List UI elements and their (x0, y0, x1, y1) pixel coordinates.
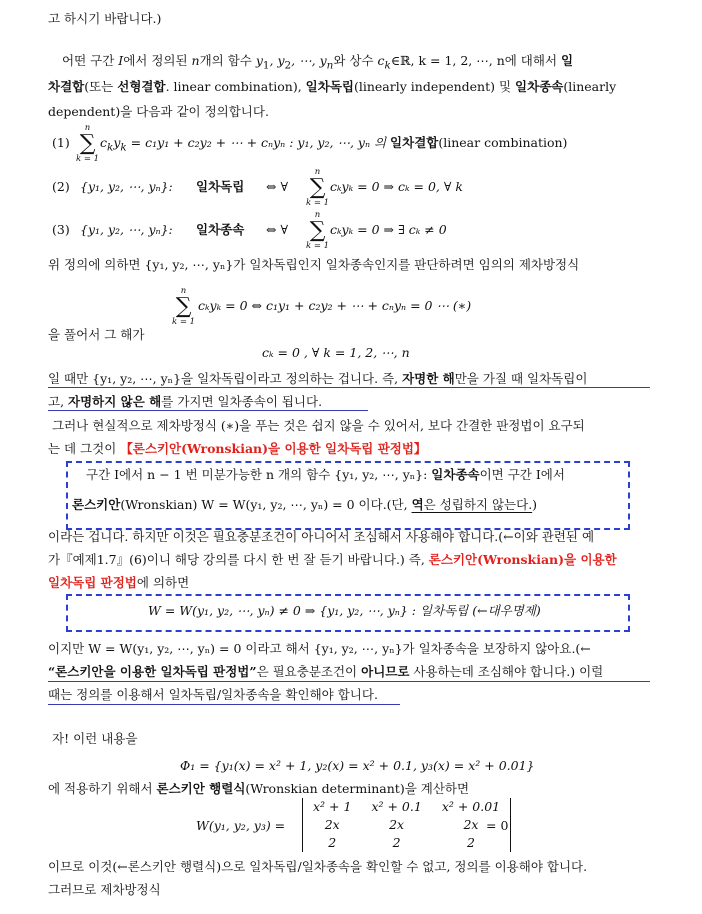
definition-number: (1) (52, 135, 70, 150)
function-set-equation: Φ₁ = {y₁(x) = x² + 1, y₂(x) = x² + 0.1, y₃(x) = x² + 0.01} (180, 758, 535, 773)
summation-symbol: n ∑ k = 1 (306, 167, 330, 208)
paragraph-line: 을 풀어서 그 해가 (48, 327, 145, 342)
definition-equation: cₖyₖ = 0 ⇒ ∃ cₖ ≠ 0 (330, 222, 447, 237)
matrix-cell: 2x (463, 817, 479, 832)
paragraph-line: 가『예제1.7』(6)이니 해당 강의를 다시 한 번 잘 듣기 바랍니다.) 즉, 론스키안(Wronskian)을 이용한 (48, 552, 617, 567)
paragraph-line: 어떤 구간 I에서 정의된 n개의 함수 $y_1$, $y_2$, ⋯, $y_n$와 상수 $c_k\in ℝ$, k = 1, 2, ⋯, n에 대해서 일 (62, 53, 574, 72)
summation-symbol: n ∑ k = 1 (172, 286, 196, 327)
underline-rule (48, 410, 368, 411)
paragraph-line: 위 정의에 의하면 {y₁, y₂, ⋯, yₙ}가 일차독립인지 일차종속인지를 판단하려면 임의의 제차방정식 (48, 257, 580, 272)
definition-set: {y₁, y₂, ⋯, yₙ}: (80, 222, 173, 237)
paragraph-line: 그러므로 제차방정식 (48, 882, 161, 897)
matrix-cell: 2 (392, 835, 401, 850)
matrix-cell: x² + 0.1 (371, 799, 422, 814)
definition-line: $c_ky_k = c_1y_1 + c_2y_2$ + ⋯ + cₙyₙ : y₁, y₂, ⋯, yₙ 의 일차결합(linear combination) (100, 135, 568, 154)
contrapositive-statement: W = W(y₁, y₂, ⋯, yₙ) ≠ 0 ⇒ {y₁, y₂, ⋯, yₙ} : 일차독립 (←대우명제) (148, 603, 541, 618)
paragraph-line: 차결합(또는 선형결합. linear combination), 일차독립(linearly independent) 및 일차종속(linearly (48, 79, 617, 94)
paragraph-line: 때는 정의를 이용해서 일차독립/일차종속을 확인해야 합니다. (48, 687, 378, 702)
definition-equation: cₖyₖ = 0 ⇒ cₖ = 0, ∀ k (330, 179, 463, 194)
definition-arrow: ⇔ ∀ (266, 222, 288, 237)
paragraph-line: 그러나 현실적으로 제차방정식 (∗)을 푸는 것은 쉽지 않을 수 있어서, 보다 간결한 판정법이 요구되 (52, 418, 585, 433)
paragraph-line: 이라는 겁니다. 하지만 이것은 필요충분조건이 아니어서 조심해서 사용해야 합니다.(←이와 관련된 예 (48, 529, 595, 544)
matrix-cell: 2 (467, 835, 475, 850)
text-line: 고 하시기 바랍니다.) (48, 11, 162, 26)
paragraph-line: 일차독립 판정법에 의하면 (48, 575, 190, 590)
wronskian-lhs: W(y₁, y₂, y₃) = (196, 818, 286, 833)
matrix-cell: 2x (389, 817, 405, 832)
matrix-cell: 2x (324, 817, 340, 832)
paragraph-line: dependent)을 다음과 같이 정의합니다. (48, 104, 269, 119)
underline-rule (48, 387, 650, 388)
theorem-line: 론스키안(Wronskian) W = W(y₁, y₂, ⋯, yₙ) = 0 이다.(단, 역은 성립하지 않는다.) (72, 497, 538, 512)
matrix-cell: 2 (328, 835, 337, 850)
underline-rule (48, 704, 400, 705)
homogeneous-equation: cₖyₖ = 0 ⇔ c₁y₁ + c₂y₂ + ⋯ + cₙyₙ = 0 ⋯ (∗) (198, 298, 472, 313)
paragraph-line: 고, 자명하지 않은 해를 가지면 일차종속이 됩니다. (48, 394, 323, 409)
wronskian-determinant (302, 798, 511, 852)
theorem-line: 구간 I에서 n − 1 번 미분가능한 n 개의 함수 {y₁, y₂, ⋯, yₙ}: 일차종속이면 구간 I에서 (86, 467, 565, 482)
definition-number: (3) (52, 222, 70, 237)
paragraph-line: 는 데 그것이 【론스키안(Wronskian)을 이용한 일차독립 판정법】 (48, 441, 427, 456)
definition-arrow: ⇔ ∀ (266, 179, 288, 194)
summation-symbol: n ∑ k = 1 (76, 123, 100, 164)
trivial-solution-equation: cₖ = 0 , ∀ k = 1, 2, ⋯, n (262, 345, 410, 360)
definition-set: {y₁, y₂, ⋯, yₙ}: (80, 179, 173, 194)
paragraph-line: 이지만 W = W(y₁, y₂, ⋯, yₙ) = 0 이라고 해서 {y₁, y₂, ⋯, yₙ}가 일차종속을 보장하지 않아요.(← (48, 641, 591, 656)
definition-number: (2) (52, 179, 70, 194)
underline-rule (48, 681, 650, 682)
summation-symbol: n ∑ k = 1 (306, 210, 330, 251)
wronskian-rhs: = 0 (486, 818, 509, 833)
definition-term: 일차종속 (196, 222, 245, 237)
paragraph-line: 이므로 이것(←론스키안 행렬식)으로 일차독립/일차종속을 확인할 수 없고, 정의를 이용해야 합니다. (48, 859, 588, 874)
matrix-cell: x² + 1 (313, 799, 352, 814)
paragraph-line: 에 적용하기 위해서 론스키안 행렬식(Wronskian determinant)을 계산하면 (48, 781, 470, 796)
paragraph-line: “론스키안을 이용한 일차독립 판정법”은 필요충분조건이 아니므로 사용하는데 조심해야 합니다.) 이럴 (48, 664, 604, 679)
paragraph-line: 일 때만 {y₁, y₂, ⋯, yₙ}을 일차독립이라고 정의하는 겁니다. 즉, 자명한 해만을 가질 때 일차독립이 (48, 371, 588, 386)
paragraph-line: 자! 이런 내용을 (52, 731, 138, 746)
determinant-matrix (303, 798, 510, 852)
definition-term: 일차독립 (196, 179, 245, 194)
matrix-cell: x² + 0.01 (441, 799, 501, 814)
